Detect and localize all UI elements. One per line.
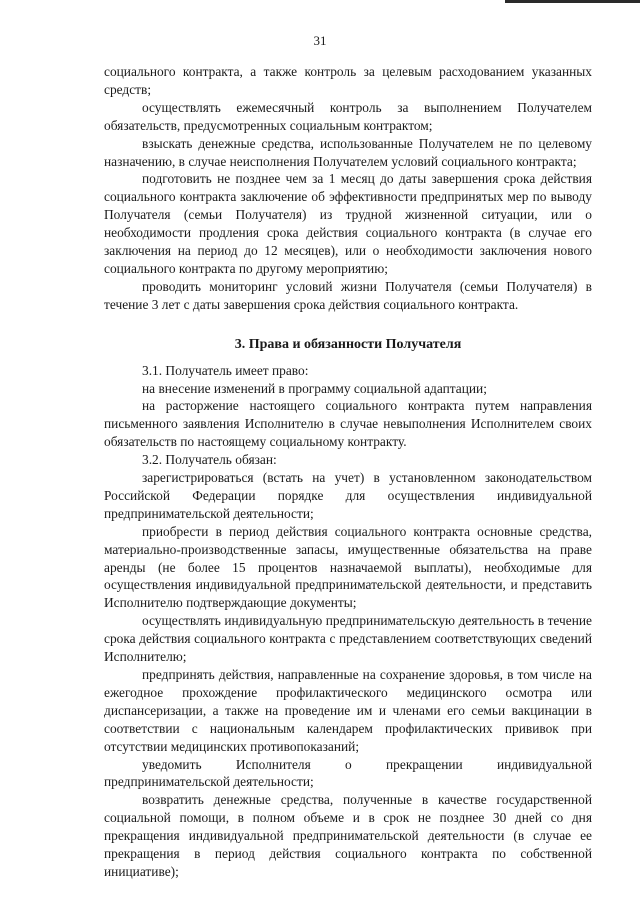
paragraph: осуществлять ежемесячный контроль за выполнением Получателем обязательств, предусмотренных социальным контрактом; bbox=[104, 99, 592, 133]
paragraph: уведомить Исполнителя о прекращении индивидуальной предпринимательской деятельности; bbox=[104, 756, 592, 790]
paragraph: зарегистрироваться (встать на учет) в установленном законодательством Российской Федерации порядке для осуществления индивидуальной предпринимательской деятельности; bbox=[104, 470, 592, 521]
clause-heading: 3.2. Получатель обязан: bbox=[142, 452, 277, 468]
clause-heading: 3.1. Получатель имеет право: bbox=[142, 362, 309, 378]
paragraph: осуществлять индивидуальную предпринимательскую деятельность в течение срока действия социального контракта с представлением соответствующих сведений Исполнителю; bbox=[104, 613, 592, 665]
paragraph: предпринять действия, направленные на сохранение здоровья, в том числе на ежегодное прохождение профилактического медицинского осмотра или диспансеризации, а также на проведение им и членами его семьи вакцинации в соответствии с национальным календарем профилактических прививок при отсутствии медицинских противопоказаний; bbox=[104, 667, 592, 754]
paragraph: возвратить денежные средства, полученные в качестве государственной социальной помощи, в полном объеме и в срок не позднее 30 дней со дня прекращения индивидуальной предпринимательской деятельности (в случае ее прекращения в период действия социального контракта по собственной инициативе); bbox=[104, 792, 592, 879]
paragraph: взыскать денежные средства, использованные Получателем не по целевому назначению, в случае неисполнения Получателем условий социального контракта; bbox=[104, 135, 592, 169]
paragraph: проводить мониторинг условий жизни Получателя (семьи Получателя) в течение 3 лет с даты завершения срока действия социального контракта. bbox=[104, 278, 592, 312]
paragraph: подготовить не позднее чем за 1 месяц до даты завершения срока действия социального контракта заключение об эффективности предпринятых мер по выводу Получателя (семьи Получателя) из трудной жизненной ситуации, или о необходимости продления срока действия социального контракта (в случае его заключения на период до 12 месяцев), или о необходимости заключения нового социального контракта по другому мероприятию; bbox=[104, 171, 592, 276]
scan-top-edge-line bbox=[505, 0, 640, 3]
paragraph: на расторжение настоящего социального контракта путем направления письменного заявления Исполнителю в случае невыполнения Исполнителем своих обязательств по настоящему социальному контракту. bbox=[104, 398, 592, 450]
document-body bbox=[104, 63, 592, 881]
section-heading: 3. Права и обязанности Получателя bbox=[234, 336, 462, 352]
paragraph-continuation: социального контракта, а также контроль за целевым расходованием указанных средств; bbox=[104, 64, 592, 97]
page-number: 31 bbox=[313, 33, 327, 48]
paragraph: на внесение изменений в программу социальной адаптации; bbox=[142, 380, 487, 396]
paragraph: приобрести в период действия социального контракта основные средства, материально-производственные запасы, имущественные обязательства на праве аренды (не более 15 процентов назначаемой выплаты), необходимые для осуществления индивидуальной предпринимательской деятельности, и представить Исполнителю подтверждающие документы; bbox=[104, 523, 592, 611]
